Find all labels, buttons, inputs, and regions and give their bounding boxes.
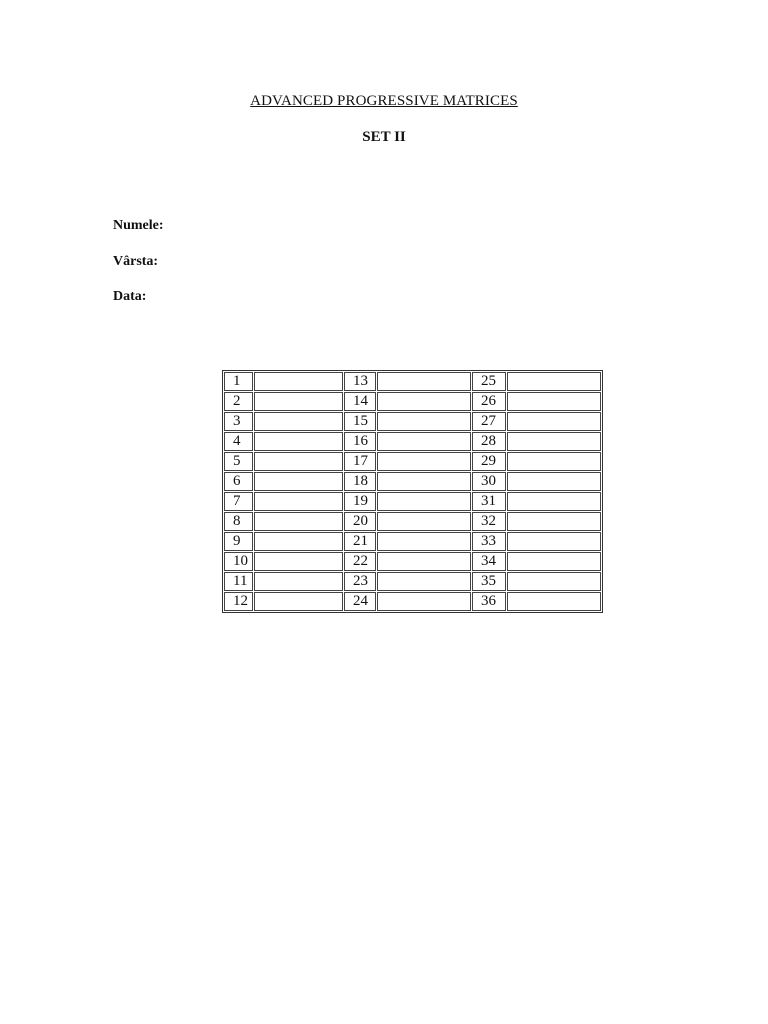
answer-cell[interactable] xyxy=(254,572,343,591)
answer-cell[interactable] xyxy=(254,472,343,491)
answer-grid-row xyxy=(224,372,601,391)
question-number: 28 xyxy=(472,432,506,451)
question-number: 35 xyxy=(472,572,506,591)
name-field-label: Numele: xyxy=(113,218,164,233)
question-number: 15 xyxy=(344,412,376,431)
question-number: 17 xyxy=(344,452,376,471)
question-number: 6 xyxy=(224,472,253,491)
answer-cell[interactable] xyxy=(507,492,601,511)
question-number: 9 xyxy=(224,532,253,551)
answer-cell[interactable] xyxy=(377,412,471,431)
answer-cell[interactable] xyxy=(507,472,601,491)
question-number: 23 xyxy=(344,572,376,591)
question-number: 29 xyxy=(472,452,506,471)
answer-cell[interactable] xyxy=(507,512,601,531)
answer-cell[interactable] xyxy=(507,552,601,571)
answer-cell[interactable] xyxy=(377,472,471,491)
answer-cell[interactable] xyxy=(377,572,471,591)
answer-grid-row xyxy=(224,472,601,491)
question-number: 25 xyxy=(472,372,506,391)
question-number: 18 xyxy=(344,472,376,491)
question-number: 1 xyxy=(224,372,253,391)
answer-grid-row xyxy=(224,492,601,511)
question-number: 5 xyxy=(224,452,253,471)
answer-cell[interactable] xyxy=(377,512,471,531)
answer-cell[interactable] xyxy=(507,412,601,431)
document-title: ADVANCED PROGRESSIVE MATRICES xyxy=(250,93,518,109)
answer-cell[interactable] xyxy=(377,492,471,511)
question-number: 16 xyxy=(344,432,376,451)
answer-cell[interactable] xyxy=(377,372,471,391)
answer-cell[interactable] xyxy=(377,532,471,551)
question-number: 36 xyxy=(472,592,506,611)
answer-cell[interactable] xyxy=(254,552,343,571)
question-number: 32 xyxy=(472,512,506,531)
question-number: 22 xyxy=(344,552,376,571)
answer-grid-row xyxy=(224,572,601,591)
answer-grid-row xyxy=(224,532,601,551)
answer-cell[interactable] xyxy=(377,592,471,611)
answer-grid xyxy=(222,370,603,613)
answer-grid-row xyxy=(224,432,601,451)
answer-cell[interactable] xyxy=(377,452,471,471)
question-number: 26 xyxy=(472,392,506,411)
question-number: 24 xyxy=(344,592,376,611)
question-number: 7 xyxy=(224,492,253,511)
date-field-label: Data: xyxy=(113,289,147,304)
question-number: 4 xyxy=(224,432,253,451)
answer-cell[interactable] xyxy=(377,552,471,571)
answer-grid-body xyxy=(224,372,601,611)
question-number: 13 xyxy=(344,372,376,391)
document-subtitle: SET II xyxy=(362,129,406,145)
question-number: 11 xyxy=(224,572,253,591)
answer-cell[interactable] xyxy=(254,452,343,471)
answer-cell[interactable] xyxy=(507,372,601,391)
answer-cell[interactable] xyxy=(254,372,343,391)
question-number: 8 xyxy=(224,512,253,531)
question-number: 19 xyxy=(344,492,376,511)
question-number: 14 xyxy=(344,392,376,411)
question-number: 33 xyxy=(472,532,506,551)
question-number: 34 xyxy=(472,552,506,571)
answer-cell[interactable] xyxy=(507,432,601,451)
age-field-label: Vârsta: xyxy=(113,254,159,269)
question-number: 10 xyxy=(224,552,253,571)
answer-grid-row xyxy=(224,552,601,571)
question-number: 3 xyxy=(224,412,253,431)
answer-cell[interactable] xyxy=(507,592,601,611)
question-number: 12 xyxy=(224,592,253,611)
question-number: 30 xyxy=(472,472,506,491)
answer-cell[interactable] xyxy=(507,532,601,551)
question-number: 27 xyxy=(472,412,506,431)
question-number: 20 xyxy=(344,512,376,531)
answer-cell[interactable] xyxy=(507,452,601,471)
question-number: 31 xyxy=(472,492,506,511)
answer-cell[interactable] xyxy=(254,492,343,511)
answer-cell[interactable] xyxy=(377,392,471,411)
answer-cell[interactable] xyxy=(507,572,601,591)
answer-grid-row xyxy=(224,592,601,611)
answer-cell[interactable] xyxy=(254,592,343,611)
answer-cell[interactable] xyxy=(254,512,343,531)
answer-cell[interactable] xyxy=(254,412,343,431)
answer-grid-row xyxy=(224,512,601,531)
answer-cell[interactable] xyxy=(507,392,601,411)
answer-grid-row xyxy=(224,412,601,431)
answer-cell[interactable] xyxy=(254,432,343,451)
question-number: 2 xyxy=(224,392,253,411)
question-number: 21 xyxy=(344,532,376,551)
answer-grid-row xyxy=(224,452,601,471)
answer-cell[interactable] xyxy=(254,532,343,551)
answer-cell[interactable] xyxy=(254,392,343,411)
answer-grid-row xyxy=(224,392,601,411)
answer-cell[interactable] xyxy=(377,432,471,451)
